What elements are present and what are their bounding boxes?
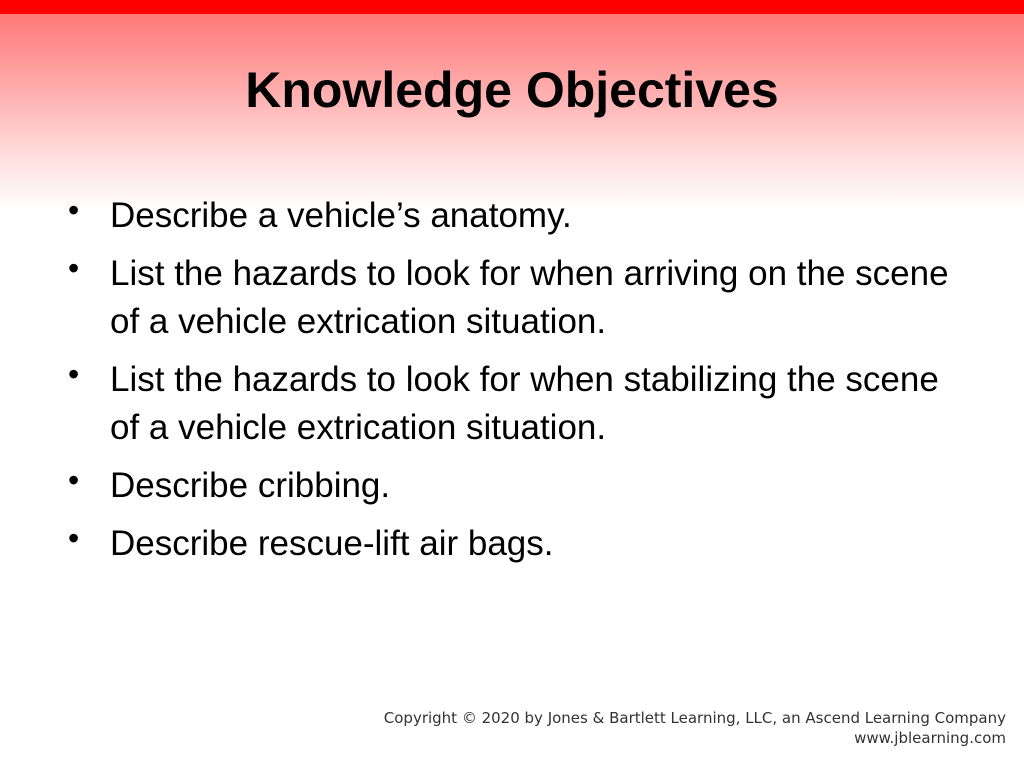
website-text: www.jblearning.com bbox=[854, 729, 1006, 747]
bullet-text: Describe a vehicle’s anatomy. bbox=[110, 196, 572, 235]
bullet-item bbox=[64, 356, 964, 452]
top-accent-bar bbox=[0, 0, 1024, 14]
bullet-item bbox=[64, 250, 964, 346]
bullet-icon: • bbox=[68, 356, 80, 392]
copyright-text: Copyright © 2020 by Jones & Bartlett Learning, LLC, an Ascend Learning Company bbox=[383, 709, 1006, 727]
bullet-icon: • bbox=[68, 520, 80, 556]
bullet-list bbox=[64, 192, 964, 578]
bullet-item bbox=[64, 520, 964, 568]
bullet-icon: • bbox=[68, 250, 80, 286]
bullet-text: Describe rescue-lift air bags. bbox=[110, 524, 554, 563]
copyright-footer bbox=[384, 708, 1006, 748]
bullet-text: Describe cribbing. bbox=[110, 466, 391, 505]
bullet-item bbox=[64, 462, 964, 510]
bullet-text: List the hazards to look for when stabilizing the scene of a vehicle extrication situation. bbox=[110, 360, 939, 447]
bullet-icon: • bbox=[68, 192, 80, 228]
bullet-text: List the hazards to look for when arriving on the scene of a vehicle extrication situation. bbox=[110, 254, 949, 341]
slide-title: Knowledge Objectives bbox=[245, 62, 779, 118]
bullet-icon: • bbox=[68, 462, 80, 498]
bullet-item bbox=[64, 192, 964, 240]
